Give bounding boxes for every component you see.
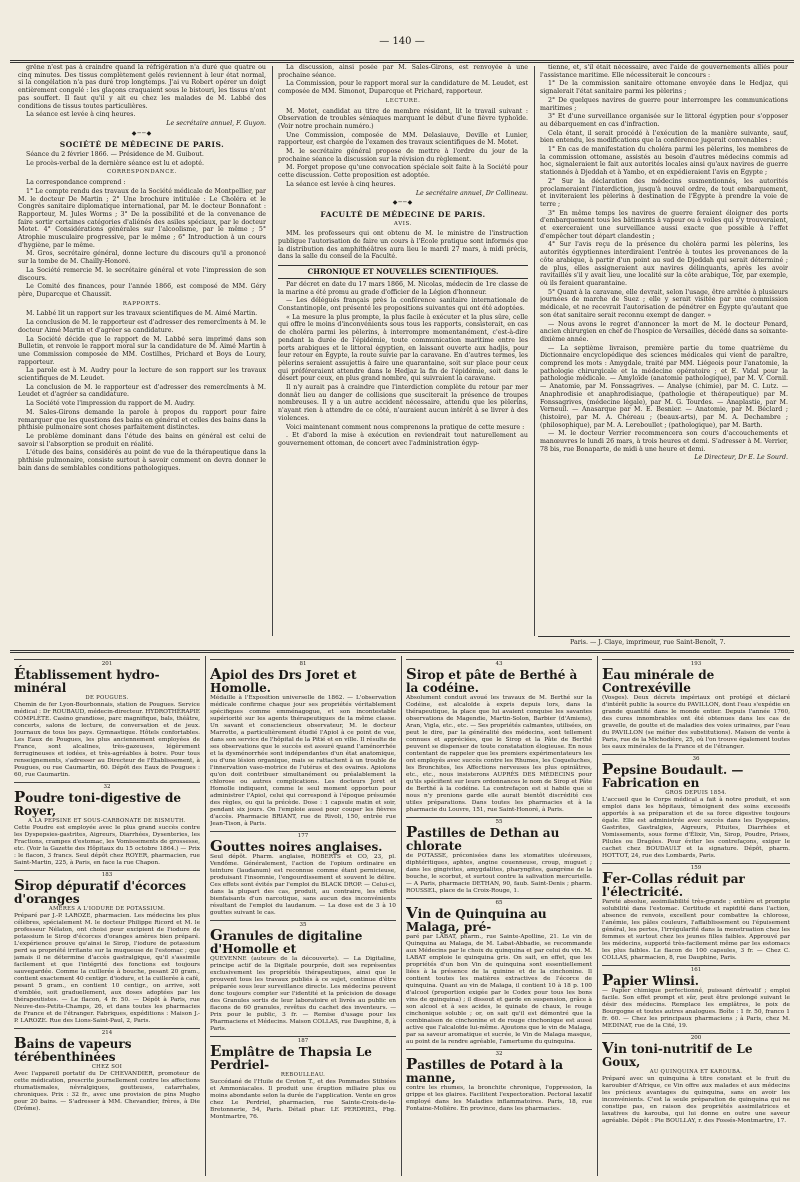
ad-title: Fer-Collas réduit par l'électricité.	[602, 869, 745, 899]
paragraph: La discussion, ainsi posée par M. Sales-Girons, est renvoyée à une prochaine séance.	[278, 64, 528, 79]
paragraph: Le procès-verbal de la dernière séance est lu et adopté.	[26, 159, 204, 167]
ads-column-4	[602, 656, 790, 1176]
paragraph: M. Forget propose qu'une convocation spéciale soit faite à la Société pour cette discussion. Cette proposition est adoptée.	[278, 164, 528, 180]
ad-title: Granules de digitaline d'Homolle et	[210, 926, 363, 956]
ad-number: 187	[210, 1036, 396, 1045]
ad-text: Préparé avec un quinquina à titre constant et le fruit du karoubier d'Afrique, ce Vin offre aux malades et aux médecins les précieux avantages du quinquina, sans en avoir les inconvénients. C'est la seule préparation de quinquina qui ne constipe pas, en raison des propriétés assimilatrices et laxatives du karouba, qui lui donne en outre une saveur agréable. Dépôt : Pie BOULLAY, r. des Fossés-Montmartre, 17.	[602, 1076, 790, 1124]
column-divider	[534, 66, 535, 636]
ad-subtitle: AMÈRES A L'IODURE DE POTASSIUM.	[48, 906, 166, 912]
footer-rule	[538, 636, 790, 637]
paragraph: Cela étant, il serait procédé à l'exécution de la manière suivante, sauf, bien entendu, les modifications que la conférence jugerait convenables :	[540, 129, 788, 145]
subheading: RAPPORTS.	[122, 300, 162, 307]
section-heading: SOCIÉTÉ DE MÉDECINE DE PARIS.	[59, 140, 225, 150]
ad-subtitle: AU QUINQUINA ET KAROUBA.	[649, 1069, 743, 1075]
paragraph: La conclusion de M. le rapporteur est d'adresser des remercîments à M. le docteur Aimé Martin et d'agréer sa candidature.	[18, 319, 266, 334]
ad-number: 177	[210, 831, 396, 840]
ad-subtitle: CHEZ SOI	[91, 1064, 123, 1070]
ad-number: 32	[406, 1049, 592, 1058]
subheading: AVIS.	[393, 220, 413, 227]
ad-text: Pareté absolue, assimilabilité très-grande ; entière et prompte solubilité dans l'estomac. Certitude et rapidité dans l'action, absence de renvois, excellent pour combattre la chlorose, l'anémie, les pâles couleurs, l'affaiblissement ou l'épuisement général, les pertes, l'irrégularité dans la menstruation chez les femmes et surtout chez les jeunes filles faibles. Approuvé par les médecins, supporté très-facilement même par les estomacs les plus faibles. Le flacon de 100 capsules, 3 fr. — Chez C. COLLAS, pharmacien, 8, rue Dauphine, Paris.	[602, 899, 790, 961]
paragraph: 1° En cas de manifestation du choléra parmi les pèlerins, les membres de la commission ottomane, assistés au besoin d'autres médecins commis ad hoc, signaleraient le fait aux autorités locales ainsi qu'aux navires de guerre stationnés à Djeddah et à Yambo, et en expédieraient l'avis en Égypte ;	[540, 146, 788, 177]
ad-number: 200	[602, 1033, 790, 1042]
ad-title: Apiol des Drs Joret et Homolle.	[210, 665, 357, 695]
ad-title: Gouttes noires anglaises.	[210, 837, 383, 855]
paragraph: « La mesure la plus prompte, la plus facile à exécuter et la plus sûre, celle qui offre le moins d'inconvénients sous tous les rapports, consisterait, en cas de choléra parmi les pèlerins, à interrompre momentanément, c'est-à-dire pendant la durée de l'épidémie, toute communication maritime entre les ports arabiques et le littoral égyptien, en laissant ouverte aux hadjis, pour leur retour en Égypte, la route suivie par la caravane. En d'autres termes, les pèlerins seraient assujettis à faire une quarantaine, soit sur place pour ceux qui préféreraient attendre dans le Hedjaz la fin de l'épidémie, soit dans le désert pour ceux, en plus grand nombre, qui suivraient la caravane.	[278, 313, 528, 383]
ad-text: Absolument conduit avoué les travaux de M. Berthé sur la Codéine, est alcaloïde à expris depuis lors, dans la thérapeutique, la place que lui avaient conquise les savantes observations de Magendie, Martin-Solon, Barbier (d'Amiens), Aran, Vigla, etc., etc. — Ses propriétés calmantes, utilisées, on peut le dire, par la généralité des médecins, sont tellement connues et appréciées, que le Sirop et la Pâte de Berthé peuvent se dispenser de toute constatation élogieuse. En nous contentant de rappeler que les premiers expérimentateurs les ont employés avec succès contre les Rhumes, les Coqueluches, les Bronchites, les Affections nerveuses les plus opiniâtres, etc., etc., nous insisterons AUPRÈS DES MÉDECINS pour qu'ils spécifient sur leurs ordonnances le nom de Sirop et Pâte de Berthé à la codéine. La contrefaçon est si habile que si nous n'y prenions garde elle aurait bientôt discrédité ces utiles préparations. Dans toutes les pharmacies et à la pharmacie du Louvre, 151, rue Saint-Honoré, à Paris.	[406, 695, 592, 813]
ads-column-3	[406, 656, 592, 1176]
ad-number: 183	[14, 870, 200, 879]
paragraph: Voici maintenant comment nous comprenons la pratique de cette mesure :	[286, 423, 525, 431]
paragraph: La Commission, pour le rapport moral sur la candidature de M. Leudet, est composée de MM. Simonot, Duparcque et Prichard, rapporteur.	[278, 80, 528, 96]
ad-number: 43	[406, 659, 592, 668]
paragraph: Le problème dominant dans l'étude des bains en général est celui de savoir si l'absorption se produit en réalité.	[18, 432, 266, 448]
ad-title: Eau minérale de Contrexéville	[602, 665, 715, 695]
paragraph: La séance est levée à cinq heures.	[26, 111, 136, 119]
paragraph: 1° De la commission sanitaire ottomane envoyée dans le Hedjaz, qui signalerait l'état sanitaire parmi les pèlerins ;	[540, 80, 788, 96]
ad-subtitle: A LA PEPSINE ET SOUS-CARBONATE DE BISMUTH.	[28, 818, 186, 824]
paragraph: La Société vote l'impression du rapport de M. Audry.	[26, 400, 195, 408]
paragraph: M. Motet, candidat au titre de membre résidant, lit le travail suivant : Observation de troubles séniaques marquant le début d'une fièvre typhoïde. (Voir notre prochain numéro.)	[278, 107, 528, 130]
signature: Le secrétaire annuel, F. Guyon.	[166, 119, 266, 127]
ad-number: 159	[602, 863, 790, 872]
ads-top-rule	[10, 650, 794, 653]
ad-text: contre les rhumes, la bronchite chronique, l'oppression, la grippe et les glaires. Facilitent l'expectoration. Pectoral laxatif employé dans les Maladies inflammatoires. Paris, 18, rue Fontaine-Molière. En province, dans les pharmacies.	[406, 1085, 592, 1112]
ad-number: 55	[406, 817, 592, 826]
paragraph: L'étude des bains, considérés au point de vue de la thérapeutique dans la phthisie pulmonaire, consiste surtout à savoir comment on devra donner le bain dans de semblables conditions pathologiques.	[18, 449, 266, 472]
signature: Le secrétaire annuel, Dr Collineau.	[415, 189, 528, 197]
paragraph: . Et d'abord la mise à exécution en reviendrait tout naturellement au gouvernement ottoman, de concert avec l'administration égyp-	[278, 432, 528, 447]
column-2	[278, 64, 528, 644]
journal-page	[10, 0, 794, 1182]
subheading: CORRESPONDANCE.	[107, 169, 177, 176]
column-divider	[597, 656, 598, 1176]
ads-column-2	[210, 656, 396, 1176]
subheading: LECTURE.	[385, 97, 421, 104]
paragraph: — Les délégués français près la conférence sanitaire internationale de Constantinople, ont présenté les propositions suivantes qui ont été adoptées.	[278, 297, 528, 312]
ad-number: 32	[14, 782, 200, 791]
header-rule	[10, 60, 794, 63]
paragraph: 2° De quelques navires de guerre pour interrompre les communications maritimes ;	[540, 96, 788, 112]
paragraph: Une Commission, composée de MM. Delasiauve, Deville et Lunier, rapporteur, est chargée de l'examen des travaux scientifiques de M. Motet.	[278, 131, 528, 147]
ad-text: (Vosges). Deux décrets impériaux ont protégé et déclaré d'intérêt public la source du PAVILLON, dont l'eau s'expédie en grande quantité dans le monde entier. Depuis l'année 1760, des cures innombrables ont été obtenues dans les cas de gravelle, de goutte et de maladies des voies urinaires, par l'eau du PAVILLON (se méfier des substitutions). Maison de vente à Paris, rue de la Michodière, 25, où l'on trouve également toutes les eaux minérales de la France et de l'étranger.	[602, 695, 790, 750]
ornament: ◆──◆	[131, 129, 153, 137]
paragraph: 3° En même temps les navires de guerre feraient éloigner des ports d'embarquement tous les bâtiments à vapeur ou à voiles qui s'y trouveraient, et exerceraient une surveillance aussi exacte que possible à l'effet d'empêcher tout départ clandestin ;	[540, 209, 788, 240]
ad-title: Sirop et pâte de Berthé à la codéine.	[406, 665, 578, 695]
paragraph: La Société remercie M. le secrétaire général et vote l'impression de son discours.	[18, 266, 266, 282]
ad-subtitle: DE POUGUES.	[85, 695, 129, 701]
section-heading: CHRONIQUE ET NOUVELLES SCIENTIFIQUES.	[278, 265, 528, 279]
ad-title: Pepsine Boudault. — Fabrication en	[602, 760, 744, 790]
ad-number: 161	[602, 965, 790, 974]
ad-title: Papier Wlinsi.	[602, 971, 699, 989]
ad-text: L'accueil que le Corps médical a fait à notre produit, et son emploi dans les hôpitaux, témoignent des soins excessifs apportés à sa préparation et de sa force digestive toujours égale. Elle est administrée avec succès dans les Dyspepsies, Gastrites, Gastralgies, Aigreurs, Pituites, Diarrhées et Vomissements, sous forme d'Élixir, Vin, Sirop, Poudre, Prises, Pilules ou Dragées. Pour éviter les contrefaçons, exiger le cachet chez BOUDAULT et la signature. Dépôt, pharm. HOTTOT, 24, rue des Lombards, Paris.	[602, 797, 790, 859]
ad-title: Bains de vapeurs térébenthinées	[14, 1034, 132, 1064]
ad-text: paré par LABAT, pharm., rue Sainte-Apolline, 21. Le vin de Quinquina au Malaga, de M. Labat-Abbadie, se recommande aux Médecins par le choix du quinquina et par celui du vin. M. LABAT emploie le quinquina gris. On sait, en effet, que les propriétés d'un bon Vin de quinquina sont essentiellement liées à la présence de la quinine et de la cinchonine. Il contient toutes les matières extractives de l'écorce de quinquina. Quant au vin de Malaga, il contient 10 à 18 p. 100 d'alcool (proportion exigée par le Codex pour tous les bons vins de quinquina) ; il dissout et garde en suspension, grâce à son alcool et à ses acides, le quinate de chaux, le rouge cinchonique soluble ; or, on sait qu'il est démontré que la combinaison de cinchonine et de rouge cinchonique est aussi active que l'alcaloïde lui-même. Ajoutons que le vin de Malaga, par sa saveur aromatique et sucrée, le Vin de Malaga masque, au point de la rendre agréable, l'amertume du quinquina.	[406, 934, 592, 1045]
ad-text: Médaille à l'Exposition universelle de 1862. — L'observation médicale confirme chaque jour ses propriétés véritablement spécifiques comme emménagogue, et son incontestable supériorité sur les agents thérapeutiques de la même classe. Un savant et consciencieux observateur, M. le docteur Marrotte, a particulièrement étudié l'Apiol à ce point de vue, dans son service de l'hôpital de la Pitié et en ville. Il résulte de ses observations que le succès est assuré quand l'aménorrhée et la dysménorrhée sont indépendantes d'un état anatomique, ou d'une lésion organique, mais se rattachent à un trouble de l'innervation vaso-motrice de l'utérus et des ovaires. Apiolons qu'on doit contribuer simultanément ou préalablement la chlorose ou autres complications. Les docteurs Joret et Homolle indiquent, comme le seul moment opportun pour administrer l'Apiol, celui qui correspond à l'époque présumée des règles, ou qui la précède. Dose : 1 capsule matin et soir, pendant six jours. On l'emploie aussi pour couper les fièvres d'accès. Pharmacie BRIANT, rue de Rivoli, 150, entrée rue Jean-Tison, à Paris.	[210, 695, 396, 827]
ad-number: 35	[210, 920, 396, 929]
ad-text: Succédané de l'Huile de Croton T., et des Pommades Stibiées et Ammoniacales. Il produit une éruption miliaire plus ou moins abondante selon la durée de l'application. Vente en gros chez Le Perdriel, pharmacien, rue Sainte-Croix-de-la-Bretonnerie, 54, Paris. Détail phar. LE PERDRIEL, Fbg. Montmartre, 76.	[210, 1079, 396, 1120]
ad-title: Emplâtre de Thapsia Le Perdriel-	[210, 1042, 372, 1072]
column-divider	[272, 66, 273, 636]
page-number: — 140 —	[379, 36, 425, 47]
paragraph: Le Comité des finances, pour l'année 1866, est composé de MM. Géry père, Duparcque et Chaussit.	[18, 283, 266, 298]
ad-number: 36	[602, 754, 790, 763]
ad-number: 81	[210, 659, 396, 668]
ad-text: Avec l'appareil portatif du Dr CHEVANDIER, promoteur de cette médication, prescrite journellement contre les affections rhumatismales, névralgiques, goutteuses, catarrhales, chroniques. Prix : 32 fr., avec une provision de pins Mugho pour 20 bains. — S'adresser à MM. Chevandier, frères, à Die (Drôme).	[14, 1071, 200, 1112]
ad-text: Préparé par J.-P. LAROZE, pharmacien. Les médecins les plus célèbres, spécialement M. le docteur Philippe Ricord et M. le professeur Nélaton, ont choisi pour excipient de l'iodure de potassium le Sirop d'écorces d'oranges amères bien préparé. L'expérience prouve qu'ainsi le Sirop, l'iodure de potassium perd sa propriété irritante sur la muqueuse de l'estomac ; que jamais il ne détermine d'accès gastralgique, qu'il s'assimile facilement et que l'intégrité des fonctions est toujours sauvegardée. Comme la cuillerée à bouche, pesant 20 gram., contient exactement 40 centigr. d'iodure, et la cuillerée à café, pesant 5 gram., en contient 10 centigr., on arrive, soit d'emblée, soit graduellement, aux doses adoptées par les thérapeutistes. — Le flacon, 4 fr. 50. — Dépôt à Paris, rue Neuve-des-Petits-Champs, 26, et dans toutes les pharmacies de France et de l'étranger. Fabriques, expéditions : Maison J.-P. LAROZE. Rue des Lions-Saint-Paul, 2, Paris.	[14, 913, 200, 1024]
paragraph: La Société décide que le rapport de M. Labbé sera imprimé dans son Bulletin, et renvoie le rapport moral sur la candidature de M. Aimé Martin à une Commission composée de MM. Costilhes, Prichard et Boys de Loury, rapporteur.	[18, 335, 266, 366]
ads-column-1	[14, 656, 200, 1176]
column-3	[540, 64, 788, 634]
ad-number: 201	[14, 659, 200, 668]
column-1	[18, 64, 266, 644]
paragraph: M. Sales-Girons demande la parole à propos du rapport pour faire remarquer que les questions des bains en général et celles des bains dans la phthisie pulmonaire sont choses parfaitement distinctes.	[18, 408, 266, 432]
ad-title: Poudre toni-digestive de Royer,	[14, 788, 181, 818]
printer-line: Paris. — J. Claye, imprimeur, rue Saint-Benoît, 7.	[570, 639, 726, 646]
paragraph: Il n'y aurait pas à craindre que l'interdiction complète du retour par mer donnât lieu au danger de collisions que susciterait la présence de troupes nombreuses. Il y a un autre accident nécessaire, attendu que les pèlerins, n'ayant rien à attendre de ce côté, n'auraient aucun intérêt à se livrer à des violences.	[278, 384, 528, 422]
paragraph: La parole est à M. Audry pour la lecture de son rapport sur les travaux scientifiques de M. Leudet.	[18, 367, 266, 383]
ad-text: de POTASSE, préconisées dans les stomatites ulcéreuses, diphtéritiques, aphtes, angine couenneuse, croup, muguet ; dans les gingivites, amygdalites, pharyngites, gangrène de la bouche, le scorbut, et surtout contre la salivation mercurielle. — A Paris, pharmacie DETHAN, 90, faub. Saint-Denis ; pharm. ROUSSEL, place de la Croix-Rouge, 1.	[406, 853, 592, 894]
ad-text: Seul dépôt. Pharm. anglaise, ROBERTS et CO, 23, pl. Vendôme. Généralement, l'action de l'opium ordinaire en teinture (laudanum) est reconnue comme étant pernicieuse, produisant l'insomnie, l'engourdissement et souvent le délire. Ces effets sont évités par l'emploi du BLACK DROP. — Celui-ci, dans la plupart des cas, produit, au contraire, les effets bienfaisants d'un narcotique, sans aucun des inconvénients résultant de l'emploi du laudanum. — La dose est de 3 à 10 gouttes suivant le cas.	[210, 854, 396, 916]
signature: Le Directeur, Dr E. Le Sourd.	[694, 454, 788, 462]
paragraph: tienne, et, s'il était nécessaire, avec l'aide de gouvernements alliés pour l'assistance maritime. Elle nécessiterait le concours :	[540, 64, 788, 79]
paragraph: — Nous avons le regret d'annoncer la mort de M. le docteur Penard, ancien chirurgien en chef de l'hospice de Versailles, décédé dans sa soixante-dixième année.	[540, 320, 788, 343]
ad-text: Cette Poudre est employée avec le plus grand succès contre les Dyspepsies-gastrites, Aigreurs, Diarrhées, Dysenteries, les Fractions, crampes d'estomac, les Vomissements de grossesse, etc. (Voir la Gazette des Hôpitaux du 15 octobre 1864.) — Prix : le flacon, 3 francs. Seul dépôt chez ROYER, pharmacien, rue Saint-Martin, 225, à Paris, en face la rue Chapon.	[14, 825, 200, 866]
paragraph: — M. le docteur Verrier recommencera son cours d'accouchements et manœuvres le lundi 26 mars, à trois heures et demi. S'adresser à M. Verrier, 78 bis, rue Bonaparte, de midi à une heure et demi.	[540, 430, 788, 453]
ad-number: 214	[14, 1028, 200, 1037]
section-heading: FACULTÉ DE MÉDECINE DE PARIS.	[320, 209, 486, 219]
paragraph: La correspondance comprend :	[26, 179, 126, 187]
paragraph: 2° Sur la déclaration des médecins susmentionnés, les autorités proclameraient l'interdiction, jusqu'à nouvel ordre, de tout embarquement, et inviteraient les pèlerins à destination de l'Égypte à prendre la voie de terre ;	[540, 177, 788, 208]
ad-title: Sirop dépuratif d'écorces d'oranges	[14, 876, 187, 906]
ad-text: QUEVENNE (auteurs de la découverte). — La Digitaline, principe actif de la Digitale pourprée, doit ses représentes exclusivement les propriétés thérapeutiques, ainsi que le prouvent tous les travaux publiés à ce sujet, continue d'être préparée sous leur surveillance directe. Les médecins peuvent donc toujours compter sur l'identité et la précision de dosage des Granules sortis de leur laboratoire et livrés au public en flacons de 60 granules, revêtus du cachet des inventeurs. — Prix pour le public, 3 fr. — Remise d'usage pour les Pharmaciens et Médecins. Maison COLLAS, rue Dauphine, 8, à Paris.	[210, 956, 396, 1032]
paragraph: MM. les professeurs qui ont obtenu de M. le ministre de l'instruction publique l'autorisation de faire un cours à l'École pratique sont informés que la distribution des amphithéâtres aura lieu le mardi 27 mars, à midi précis, dans la salle du conseil de la Faculté.	[278, 230, 528, 261]
ad-title: Vin de Quinquina au Malaga, pré-	[406, 904, 547, 934]
paragraph: 5° Quant à la caravane, elle devrait, selon l'usage, être arrêtée à plusieurs journées de marche de Suez ; elle y serait visitée par une commission médicale, et ne recevrait l'autorisation de pénétrer en Égypte qu'autant que son état sanitaire serait reconnu exempt de danger. »	[540, 288, 788, 319]
paragraph: Séance du 2 février 1866. — Présidence de M. Guibout.	[26, 151, 204, 159]
column-divider	[205, 656, 206, 1176]
ad-text: — Papier chimique perfectionné, puissant dérivatif ; emploi facile. Son effet prompt et sûr, peut être prolongé suivant le désir des médecins. Remplace les emplâtres, le poix de Bourgogne et toutes autres analogues. Boîte : 1 fr. 50, franco 1 fr. 60. — Chez les principaux pharmaciens ; à Paris, chez M. MEDINAT, rue de la Cité, 19.	[602, 988, 790, 1029]
paragraph: M. Labbé lit un rapport sur les travaux scientifiques de M. Aimé Martin.	[26, 310, 258, 318]
paragraph: La conclusion de M. le rapporteur est d'adresser des remercîments à M. Leudet et d'agréer sa candidature.	[18, 383, 266, 399]
paragraph: M. le secrétaire général propose de mettre à l'ordre du jour de la prochaine séance la discussion sur la révision du règlement.	[278, 148, 528, 163]
ad-text: Chemin de fer Lyon-Bourbonnais, station de Pougues. Service médical : Dr ROUBAUD, médecin-directeur. HYDROTHÉRAPIE COMPLÈTE. Casino grandiose, parc magnifique, bals, théâtre, concerts, salons de lecture, de conversation et de jeux. Journaux de tous les pays. Gymnastique. Hôtels confortables. Les Eaux de Pougues, les plus anciennement employées de France, sont alcalines, très-gazeuses, légèrement ferrugineuses et iodées, et très-agréables à boire. Pour tous renseignements, s'adresser au Directeur de l'Établissement, à Pougues, ou rue Caumartin, 60. Dépôt des Eaux de Pougues : 60, rue Caumartin.	[14, 702, 200, 778]
ad-subtitle: REBOULLEAU.	[280, 1072, 326, 1078]
column-divider	[401, 656, 402, 1176]
paragraph: 3° Et d'une surveillance organisée sur le littoral égyptien pour s'opposer au débarquement en cas d'infraction.	[540, 113, 788, 128]
ornament: ◆──◆	[392, 199, 414, 207]
paragraph: M. Gros, secrétaire général, donne lecture du discours qu'il a prononcé sur la tombe de M. Chailly-Honoré.	[18, 250, 266, 266]
paragraph: — La septième livraison, première partie du tome quatrième du Dictionnaire encyclopédique des sciences médicales qui vient de paraître, comprend les mots : Amygdale, traité par MM. Liégeois pour l'anatomie, la pathologie chirurgicale et la médecine opératoire ; et E. Vidal pour la pathologie médicale. — Amyloïde (anatomie pathologique), par M. V. Cornil. — Anatomie, par M. Fonssagrives. — Analyse (chimie), par M. C. Lutz. — Anaphrodisie et anaphrodisiaque, (pathologie et thérapeutique) par M. Fonssagrives, (médecine légale), par M. G. Tourdes. — Anaplastie, par M. Verneuil. — Anasarque par M. E. Besnier. — Anatomie, par M. Béclard ; (histoire), par M. A. Chéreau ; (beaux-arts), par M. A. Dechambre ; (philosophique), par M. A. Lereboullet ; (pathologique), par M. Barth.	[540, 344, 788, 429]
ad-title: Pastilles de Dethan au chlorate	[406, 823, 560, 853]
paragraph: grêne n'est pas à craindre quand la réfrigération n'a duré que quatre ou cinq minutes. Des tissus complètement gelés reviennent à leur état normal, si la congélation n'a pas duré trop longtemps. J'ai vu Robert opérer un doigt entièrement congelé : les glaçons craquaient sous le bistouri, les tissus n'ont pas souffert. Il faut qu'il y ait eu chez les malades de M. Labbé des conditions de tissus toutes particulières.	[18, 64, 266, 110]
paragraph: La séance est levée à cinq heures.	[286, 180, 396, 188]
ad-title: Pastilles de Potard à la manne,	[406, 1055, 564, 1085]
ad-subtitle: GROS DEPUIS 1854.	[665, 790, 727, 796]
ad-title: Vin toni-nutritif de Le Goux,	[602, 1039, 753, 1069]
ad-number: 193	[602, 659, 790, 668]
ad-title: Établissement hydro-minéral	[14, 665, 160, 695]
ad-number: 65	[406, 898, 592, 907]
paragraph: 1° Le compte rendu des travaux de la Société médicale de Montpellier, par M. le docteur De Martin ; 2° Une brochure intitulée : Le Choléra et le Congrès sanitaire diplomatique international, par M. le docteur Bonnafont : Rapporteur, M. Jules Worms ; 3° De la possibilité et de la convenance de faire sortir certaines catégories d'aliénés des asiles spéciaux, par le docteur Motet. 4° Considérations générales sur l'alcoolisme, par le même ; 5° Atrophie musculaire progressive, par le même ; 6° Introduction à un cours d'hygiène, par le même.	[18, 187, 266, 249]
paragraph: 4° Sur l'avis reçu de la présence du choléra parmi les pèlerins, les autorités égyptiennes interdiraient l'entrée à toutes les provenances de la côte arabique, à partir d'un point au sud de Djeddah qui serait déterminé ; de plus, elles assigneraient aux navires délinquants, après les avoir ravitaillés s'il y avait lieu, une localité sur la côte arabique, Tor, par exemple, où ils feraient quarantaine.	[540, 241, 788, 287]
paragraph: Par décret en date du 17 mars 1866, M. Nicolas, médecin de 1re classe de la marine a été promu au grade d'officier de la Légion d'honneur.	[278, 280, 528, 296]
